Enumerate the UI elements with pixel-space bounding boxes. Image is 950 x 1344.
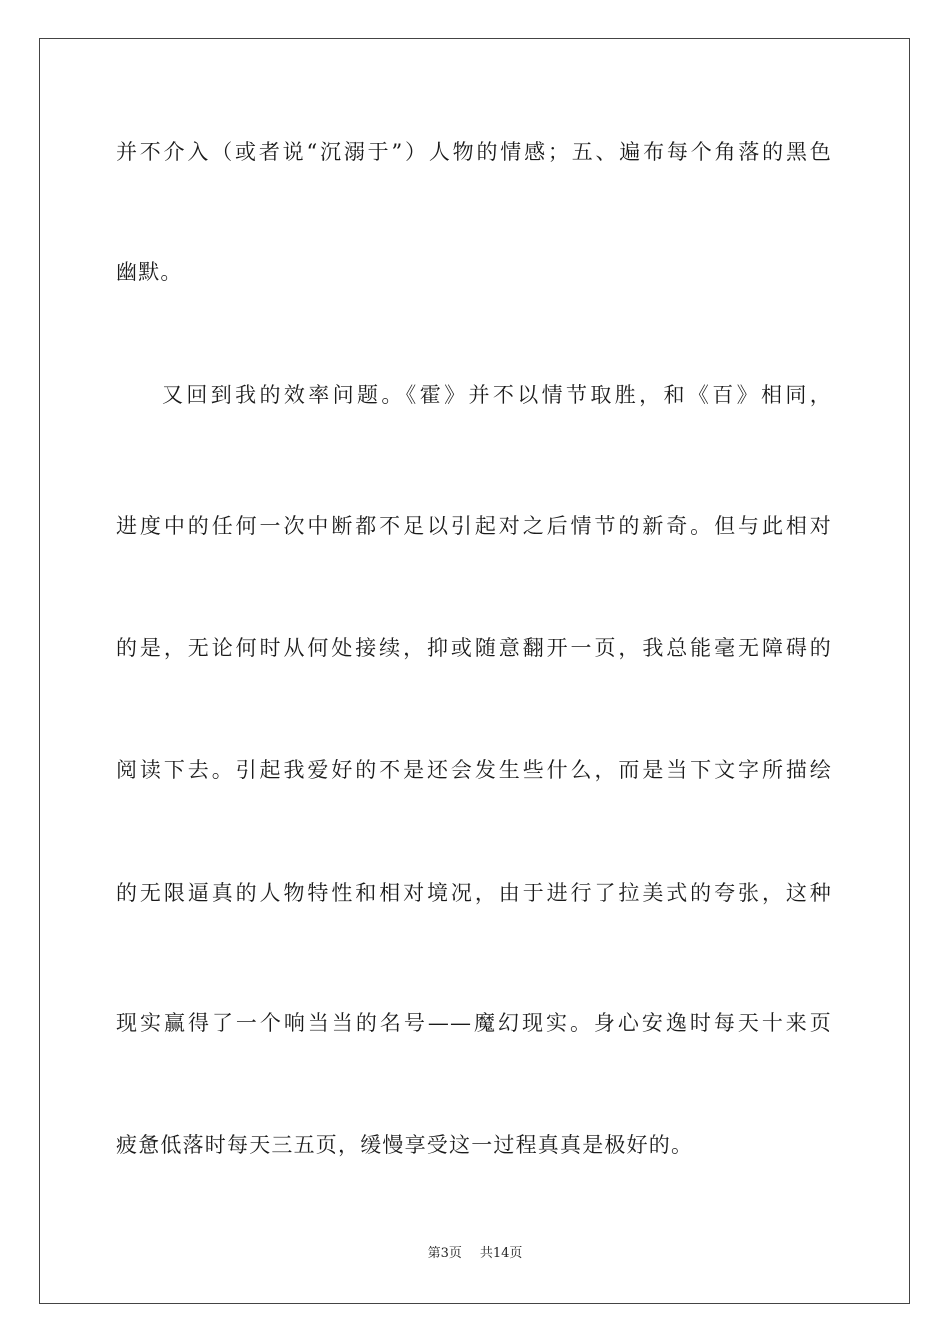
text-line-6: 阅读下去。引起我爱好的不是还会发生些什么，而是当下文字所描绘 [116,758,832,782]
text-line-4: 进度中的任何一次中断都不足以引起对之后情节的新奇。但与此相对 [116,514,832,538]
page-footer [0,1245,950,1263]
page-number: 第3页 [427,1246,462,1261]
page-total: 共14页 [479,1246,523,1261]
text-line-1: 并不介入（或者说“沉溺于”）人物的情感；五、遍布每个角落的黑色 [116,140,832,164]
text-line-3: 又回到我的效率问题。《霍》并不以情节取胜，和《百》相同， [162,383,832,407]
text-line-9: 疲惫低落时每天三五页，缓慢享受这一过程真真是极好的。 [116,1133,694,1157]
text-line-7: 的无限逼真的人物特性和相对境况，由于进行了拉美式的夸张，这种 [116,881,832,905]
page-border [39,38,910,1304]
text-line-8: 现实赢得了一个响当当的名号——魔幻现实。身心安逸时每天十来页 [116,1011,832,1035]
text-line-2: 幽默。 [116,260,183,284]
text-line-5: 的是，无论何时从何处接续，抑或随意翻开一页，我总能毫无障碍的 [116,636,832,660]
